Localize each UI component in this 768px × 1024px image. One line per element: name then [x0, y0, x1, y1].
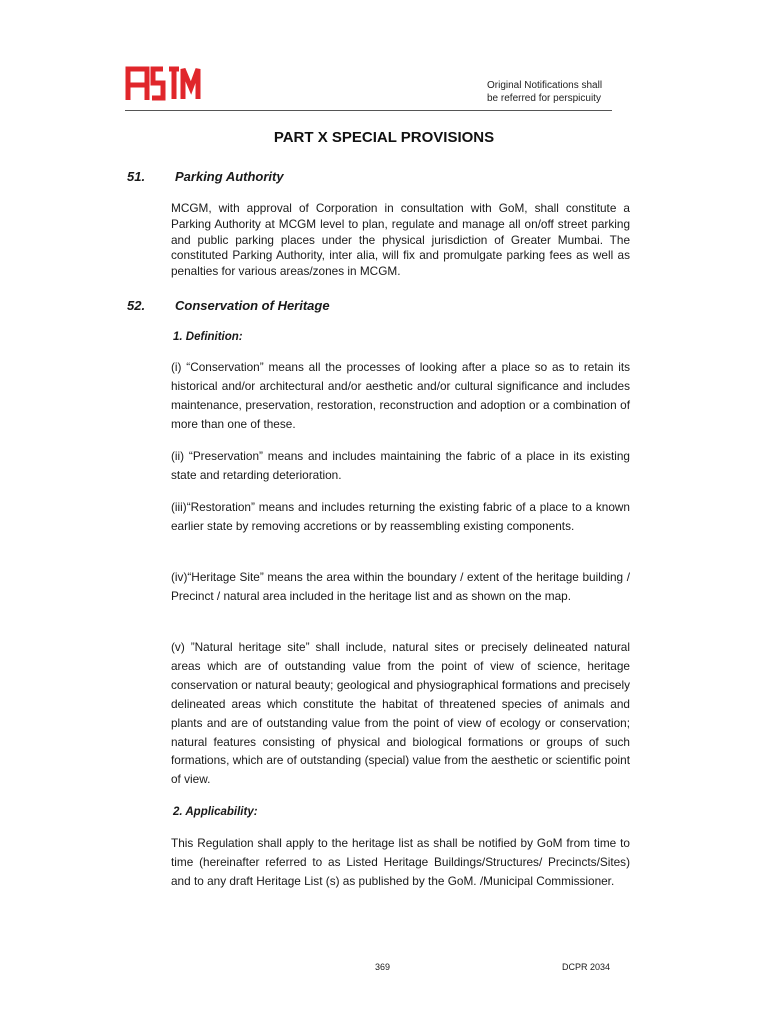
header-divider [125, 110, 612, 111]
section-51-number: 51. [127, 169, 146, 184]
mcgm-logo-icon [125, 66, 201, 101]
section-51-title: Parking Authority [175, 169, 284, 184]
document-name: DCPR 2034 [562, 962, 611, 972]
definition-iii: (iii)“Restoration” means and includes returning the existing fabric of a place to a known earlier state by removing accretions or by reassembling existing components. [171, 500, 630, 533]
header-note-line1: Original Notifications shall [487, 80, 603, 91]
applicability-text: This Regulation shall apply to the heritage list as shall be notified by GoM from time to time (hereinafter referred to as Listed Heritage Buildings/Structures/ Precincts/Sites) and to any draft Heritage List (s) as published by the GoM. /Municipal Commissioner. [171, 836, 630, 888]
section-51-text: MCGM, with approval of Corporation in consultation with GoM, shall constitute a Parking Authority at MCGM level to plan, regulate and manage all on/off street parking and public parking places under the physical jurisdiction of Greater Mumbai. The constituted Parking Authority, inter alia, will fix and promulgate parking fees as well as penalties for various areas/zones in MCGM. [171, 201, 630, 279]
definition-v: (v) ”Natural heritage site” shall include, natural sites or precisely delineated natural areas which are of outstanding value from the point of view of science, heritage conservation or natural beauty; geological and physiographical formations and precisely delineated areas which constitute the habitat of threatened species of animals and plants and are of outstanding value from the point of view of ecology or conservation; natural features consisting of physical and biological formations or groups of such formations, which are of outstanding (special) value from the aesthetic or scientific point of view. [171, 640, 630, 787]
applicability-heading: 2. Applicability: [173, 806, 258, 818]
page-title: PART X SPECIAL PROVISIONS [273, 129, 495, 146]
page-number: 369 [375, 962, 391, 972]
definition-iv: (iv)“Heritage Site” means the area within the boundary / extent of the heritage building / Precinct / natural area included in the heritage list and as shown on the map. [171, 570, 630, 603]
definition-i: (i) “Conservation” means all the processes of looking after a place so as to retain its historical and/or architectural and/or aesthetic and/or cultural significance and includes maintenance, preservation, restoration, reconstruction and adoption or a combination of more than one of these. [171, 360, 630, 431]
section-52-number: 52. [127, 298, 146, 313]
header-note [487, 79, 602, 105]
definition-heading: 1. Definition: [173, 331, 243, 343]
header-note-line2: be referred for perspicuity [487, 93, 601, 104]
definition-ii: (ii) “Preservation” means and includes maintaining the fabric of a place in its existing state and retarding deterioration. [171, 449, 630, 482]
section-52-title: Conservation of Heritage [175, 298, 330, 313]
